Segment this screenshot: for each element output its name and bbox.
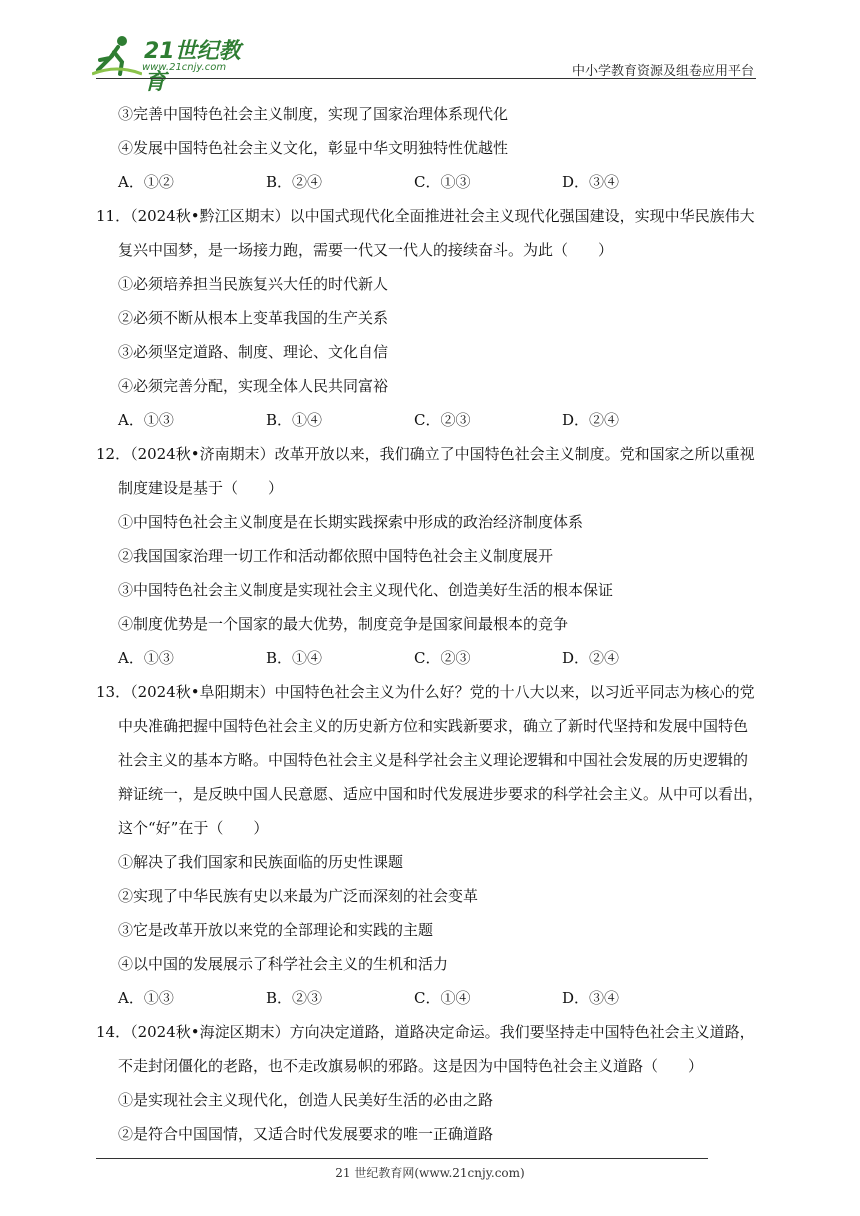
question-14-stem: 14．（2024秋•海淀区期末）方向决定道路，道路决定命运。我们要坚持走中国特色社会主义道路， — [96, 1023, 755, 1041]
option-d: D．②④ — [562, 649, 620, 667]
question-11-stem-cont: 复兴中国梦，是一场接力跑，需要一代又一代人的接续奋斗。为此（ ） — [118, 241, 614, 259]
option-a: A．①③ — [118, 989, 174, 1007]
statement: ③必须坚定道路、制度、理论、文化自信 — [118, 343, 389, 361]
question-14-stem-cont: 不走封闭僵化的老路，也不走改旗易帜的邪路。这是因为中国特色社会主义道路（ ） — [118, 1057, 704, 1075]
statement: ②必须不断从根本上变革我国的生产关系 — [118, 309, 389, 327]
statement: ③完善中国特色社会主义制度，实现了国家治理体系现代化 — [118, 105, 509, 123]
logo — [92, 34, 262, 95]
statement: ④必须完善分配，实现全体人民共同富裕 — [118, 377, 389, 395]
option-b: B．①④ — [266, 411, 323, 429]
option-a: A．①③ — [118, 411, 174, 429]
logo-text: 21世纪教育 — [144, 39, 241, 95]
page-header — [0, 0, 860, 95]
option-a: A．①③ — [118, 649, 174, 667]
logo-url: www.21cnjy.com — [142, 62, 227, 73]
footer-divider — [96, 1158, 708, 1159]
answer-options — [0, 988, 860, 1008]
platform-title: 中小学教育资源及组卷应用平台 — [571, 64, 754, 79]
header-divider — [96, 78, 756, 79]
option-d: D．③④ — [562, 173, 620, 191]
option-b: B．①④ — [266, 649, 323, 667]
question-13-stem: 13．（2024秋•阜阳期末）中国特色社会主义为什么好？党的十八大以来，以习近平同志为核心的党 — [96, 683, 755, 701]
answer-options — [0, 172, 860, 192]
option-d: D．③④ — [562, 989, 620, 1007]
question-12-stem: 12．（2024秋•济南期末）改革开放以来，我们确立了中国特色社会主义制度。党和国家之所以重视 — [96, 445, 755, 463]
answer-options — [0, 410, 860, 430]
option-b: B．②③ — [266, 989, 323, 1007]
option-a: A．①② — [118, 173, 174, 191]
statement: ④发展中国特色社会主义文化，彰显中华文明独特性优越性 — [118, 139, 509, 157]
option-c: C．①③ — [414, 173, 471, 191]
statement: ①是实现社会主义现代化，创造人民美好生活的必由之路 — [118, 1091, 494, 1109]
statement: ③它是改革开放以来党的全部理论和实践的主题 — [118, 921, 434, 939]
question-11-stem: 11．（2024秋•黔江区期末）以中国式现代化全面推进社会主义现代化强国建设，实现中华民族伟大 — [96, 207, 755, 225]
option-d: D．②④ — [562, 411, 620, 429]
statement: ③中国特色社会主义制度是实现社会主义现代化、创造美好生活的根本保证 — [118, 581, 614, 599]
option-c: C．②③ — [414, 649, 471, 667]
question-13-stem-cont: 辩证统一，是反映中国人民意愿、适应中国和时代发展进步要求的科学社会主义。从中可以看出， — [118, 785, 764, 803]
question-12-stem-cont: 制度建设是基于（ ） — [118, 479, 284, 497]
statement: ④制度优势是一个国家的最大优势，制度竞争是国家间最根本的竞争 — [118, 615, 569, 633]
statement: ①必须培养担当民族复兴大任的时代新人 — [118, 275, 389, 293]
question-13-stem-cont: 这个“好”在于（ ） — [118, 819, 269, 837]
page-footer: 21 世纪教育网(www.21cnjy.com) — [335, 1166, 525, 1180]
answer-options — [0, 648, 860, 668]
statement: ①中国特色社会主义制度是在长期实践探索中形成的政治经济制度体系 — [118, 513, 584, 531]
option-c: C．②③ — [414, 411, 471, 429]
statement: ②我国国家治理一切工作和活动都依照中国特色社会主义制度展开 — [118, 547, 554, 565]
question-13-stem-cont: 社会主义的基本方略。中国特色社会主义是科学社会主义理论逻辑和中国社会发展的历史逻辑的 — [118, 751, 749, 769]
option-b: B．②④ — [266, 173, 323, 191]
statement: ④以中国的发展展示了科学社会主义的生机和活力 — [118, 955, 449, 973]
option-c: C．①④ — [414, 989, 471, 1007]
runner-logo-icon — [92, 34, 142, 78]
statement: ②实现了中华民族有史以来最为广泛而深刻的社会变革 — [118, 887, 479, 905]
question-13-stem-cont: 中央准确把握中国特色社会主义的历史新方位和实践新要求，确立了新时代坚持和发展中国特色 — [118, 717, 749, 735]
statement: ①解决了我们国家和民族面临的历史性课题 — [118, 853, 404, 871]
statement: ②是符合中国国情，又适合时代发展要求的唯一正确道路 — [118, 1125, 494, 1143]
